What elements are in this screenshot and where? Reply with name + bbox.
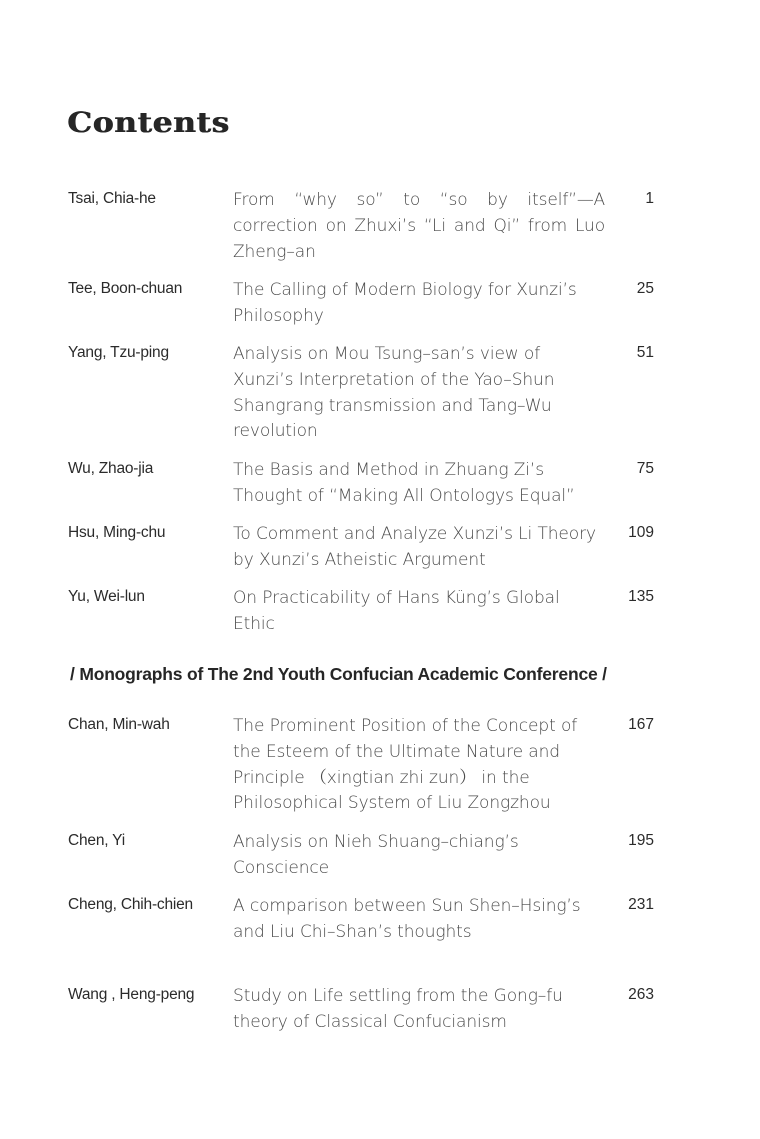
entry-title[interactable]: Study on Life settling from the Gong–fu theory of Classical Confucianism <box>233 986 563 1032</box>
entry-page-number: 75 <box>636 460 654 477</box>
entry-title[interactable]: On Practicability of Hans Küng’s Global Ethic <box>233 588 560 634</box>
entry-title[interactable]: A comparison between Sun Shen–Hsing’s and Liu Chi–Shan’s thoughts <box>233 896 581 942</box>
entry-page-number: 167 <box>628 716 654 733</box>
entry-page-number: 109 <box>628 524 654 541</box>
entry-page-number: 263 <box>628 986 654 1003</box>
entry-title[interactable]: The Basis and Method in Zhuang Zi’s Thought of “Making All Ontologys Equal” <box>233 460 575 506</box>
entry-page-number: 231 <box>628 896 654 913</box>
entry-author: Wang , Heng-peng <box>68 986 195 1003</box>
entry-title[interactable]: From “why so” to “so by itself”—A correction on Zhuxi’s “Li and Qi” from Luo Zheng–an <box>233 190 605 262</box>
entry-page-number: 1 <box>645 190 654 207</box>
entry-author: Hsu, Ming-chu <box>68 524 166 541</box>
entry-author: Tee, Boon-chuan <box>68 280 183 297</box>
entry-page-number: 135 <box>628 588 654 605</box>
entry-page-number: 51 <box>636 344 654 361</box>
page-title: Contents <box>67 106 230 139</box>
entry-author: Chan, Min-wah <box>68 716 170 733</box>
entry-page-number: 25 <box>636 280 654 297</box>
entry-author: Tsai, Chia-he <box>68 190 156 207</box>
entry-title[interactable]: The Prominent Position of the Concept of the Esteem of the Ultimate Nature and Principle （xingtian zhi zun） in the Philosophical System of Liu Zongzhou <box>233 716 578 814</box>
entry-title[interactable]: Analysis on Nieh Shuang–chiang’s Conscience <box>233 832 519 878</box>
entry-title[interactable]: To Comment and Analyze Xunzi’s Li Theory by Xunzi’s Atheistic Argument <box>233 524 596 570</box>
entry-author: Wu, Zhao-jia <box>68 460 154 477</box>
entry-author: Yang, Tzu-ping <box>68 344 169 361</box>
entry-author: Cheng, Chih-chien <box>68 896 193 913</box>
entry-page-number: 195 <box>628 832 654 849</box>
section-heading: / Monographs of The 2nd Youth Confucian Academic Conference / <box>70 664 607 684</box>
entry-title[interactable]: Analysis on Mou Tsung–san’s view of Xunzi’s Interpretation of the Yao–Shun Shangrang transmission and Tang–Wu revolution <box>233 344 555 442</box>
entry-title[interactable]: The Calling of Modern Biology for Xunzi’s Philosophy <box>233 280 577 326</box>
entry-author: Yu, Wei-lun <box>68 588 145 605</box>
entry-author: Chen, Yi <box>68 832 125 849</box>
